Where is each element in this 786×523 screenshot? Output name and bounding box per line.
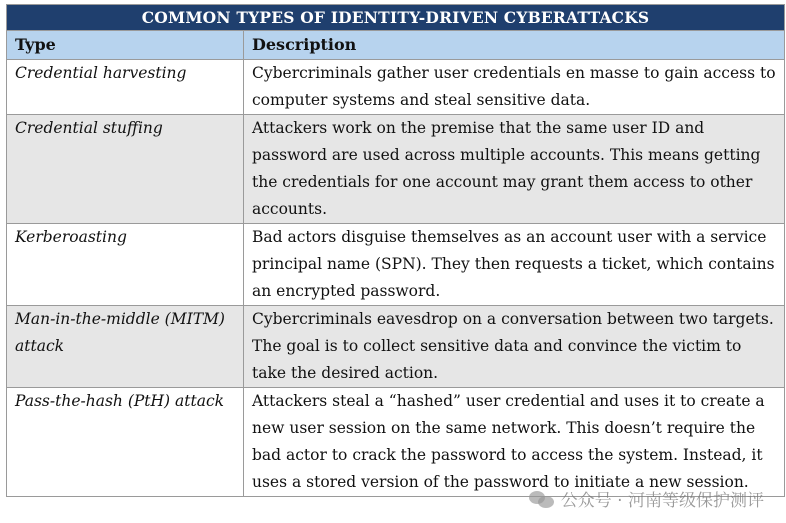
type-cell: Pass-the-hash (PtH) attack xyxy=(7,388,244,497)
table-row xyxy=(7,115,785,224)
description-cell: Cybercriminals gather user credentials en masse to gain access to computer systems and steal sensitive data. xyxy=(244,60,785,115)
cyberattack-types-table xyxy=(6,4,785,497)
table-row xyxy=(7,224,785,306)
table-header-row xyxy=(7,31,785,60)
watermark-text: 公众号 · 河南等级保护测评 xyxy=(560,491,764,511)
type-cell: Credential harvesting xyxy=(7,60,244,115)
wechat-icon xyxy=(529,489,555,509)
table-title-row xyxy=(7,5,785,31)
watermark xyxy=(529,486,764,511)
type-cell: Man-in-the-middle (MITM) attack xyxy=(7,306,244,388)
table-row xyxy=(7,306,785,388)
description-cell: Attackers work on the premise that the same user ID and password are used across multiple accounts. This means getting the credentials for one account may grant them access to other accounts. xyxy=(244,115,785,224)
table-title: COMMON TYPES OF IDENTITY-DRIVEN CYBERATTACKS xyxy=(7,5,785,31)
type-cell: Kerberoasting xyxy=(7,224,244,306)
table-row xyxy=(7,60,785,115)
description-cell: Cybercriminals eavesdrop on a conversation between two targets. The goal is to collect sensitive data and convince the victim to take the desired action. xyxy=(244,306,785,388)
table-row xyxy=(7,388,785,497)
header-description: Description xyxy=(244,31,785,60)
description-cell: Bad actors disguise themselves as an account user with a service principal name (SPN). They then requests a ticket, which contains an encrypted password. xyxy=(244,224,785,306)
type-cell: Credential stuffing xyxy=(7,115,244,224)
description-cell: Attackers steal a “hashed” user credential and uses it to create a new user session on the same network. This doesn’t require the bad actor to crack the password to access the system. Instead, it uses a stored version of the password to initiate a new session. xyxy=(244,388,785,497)
header-type: Type xyxy=(7,31,244,60)
